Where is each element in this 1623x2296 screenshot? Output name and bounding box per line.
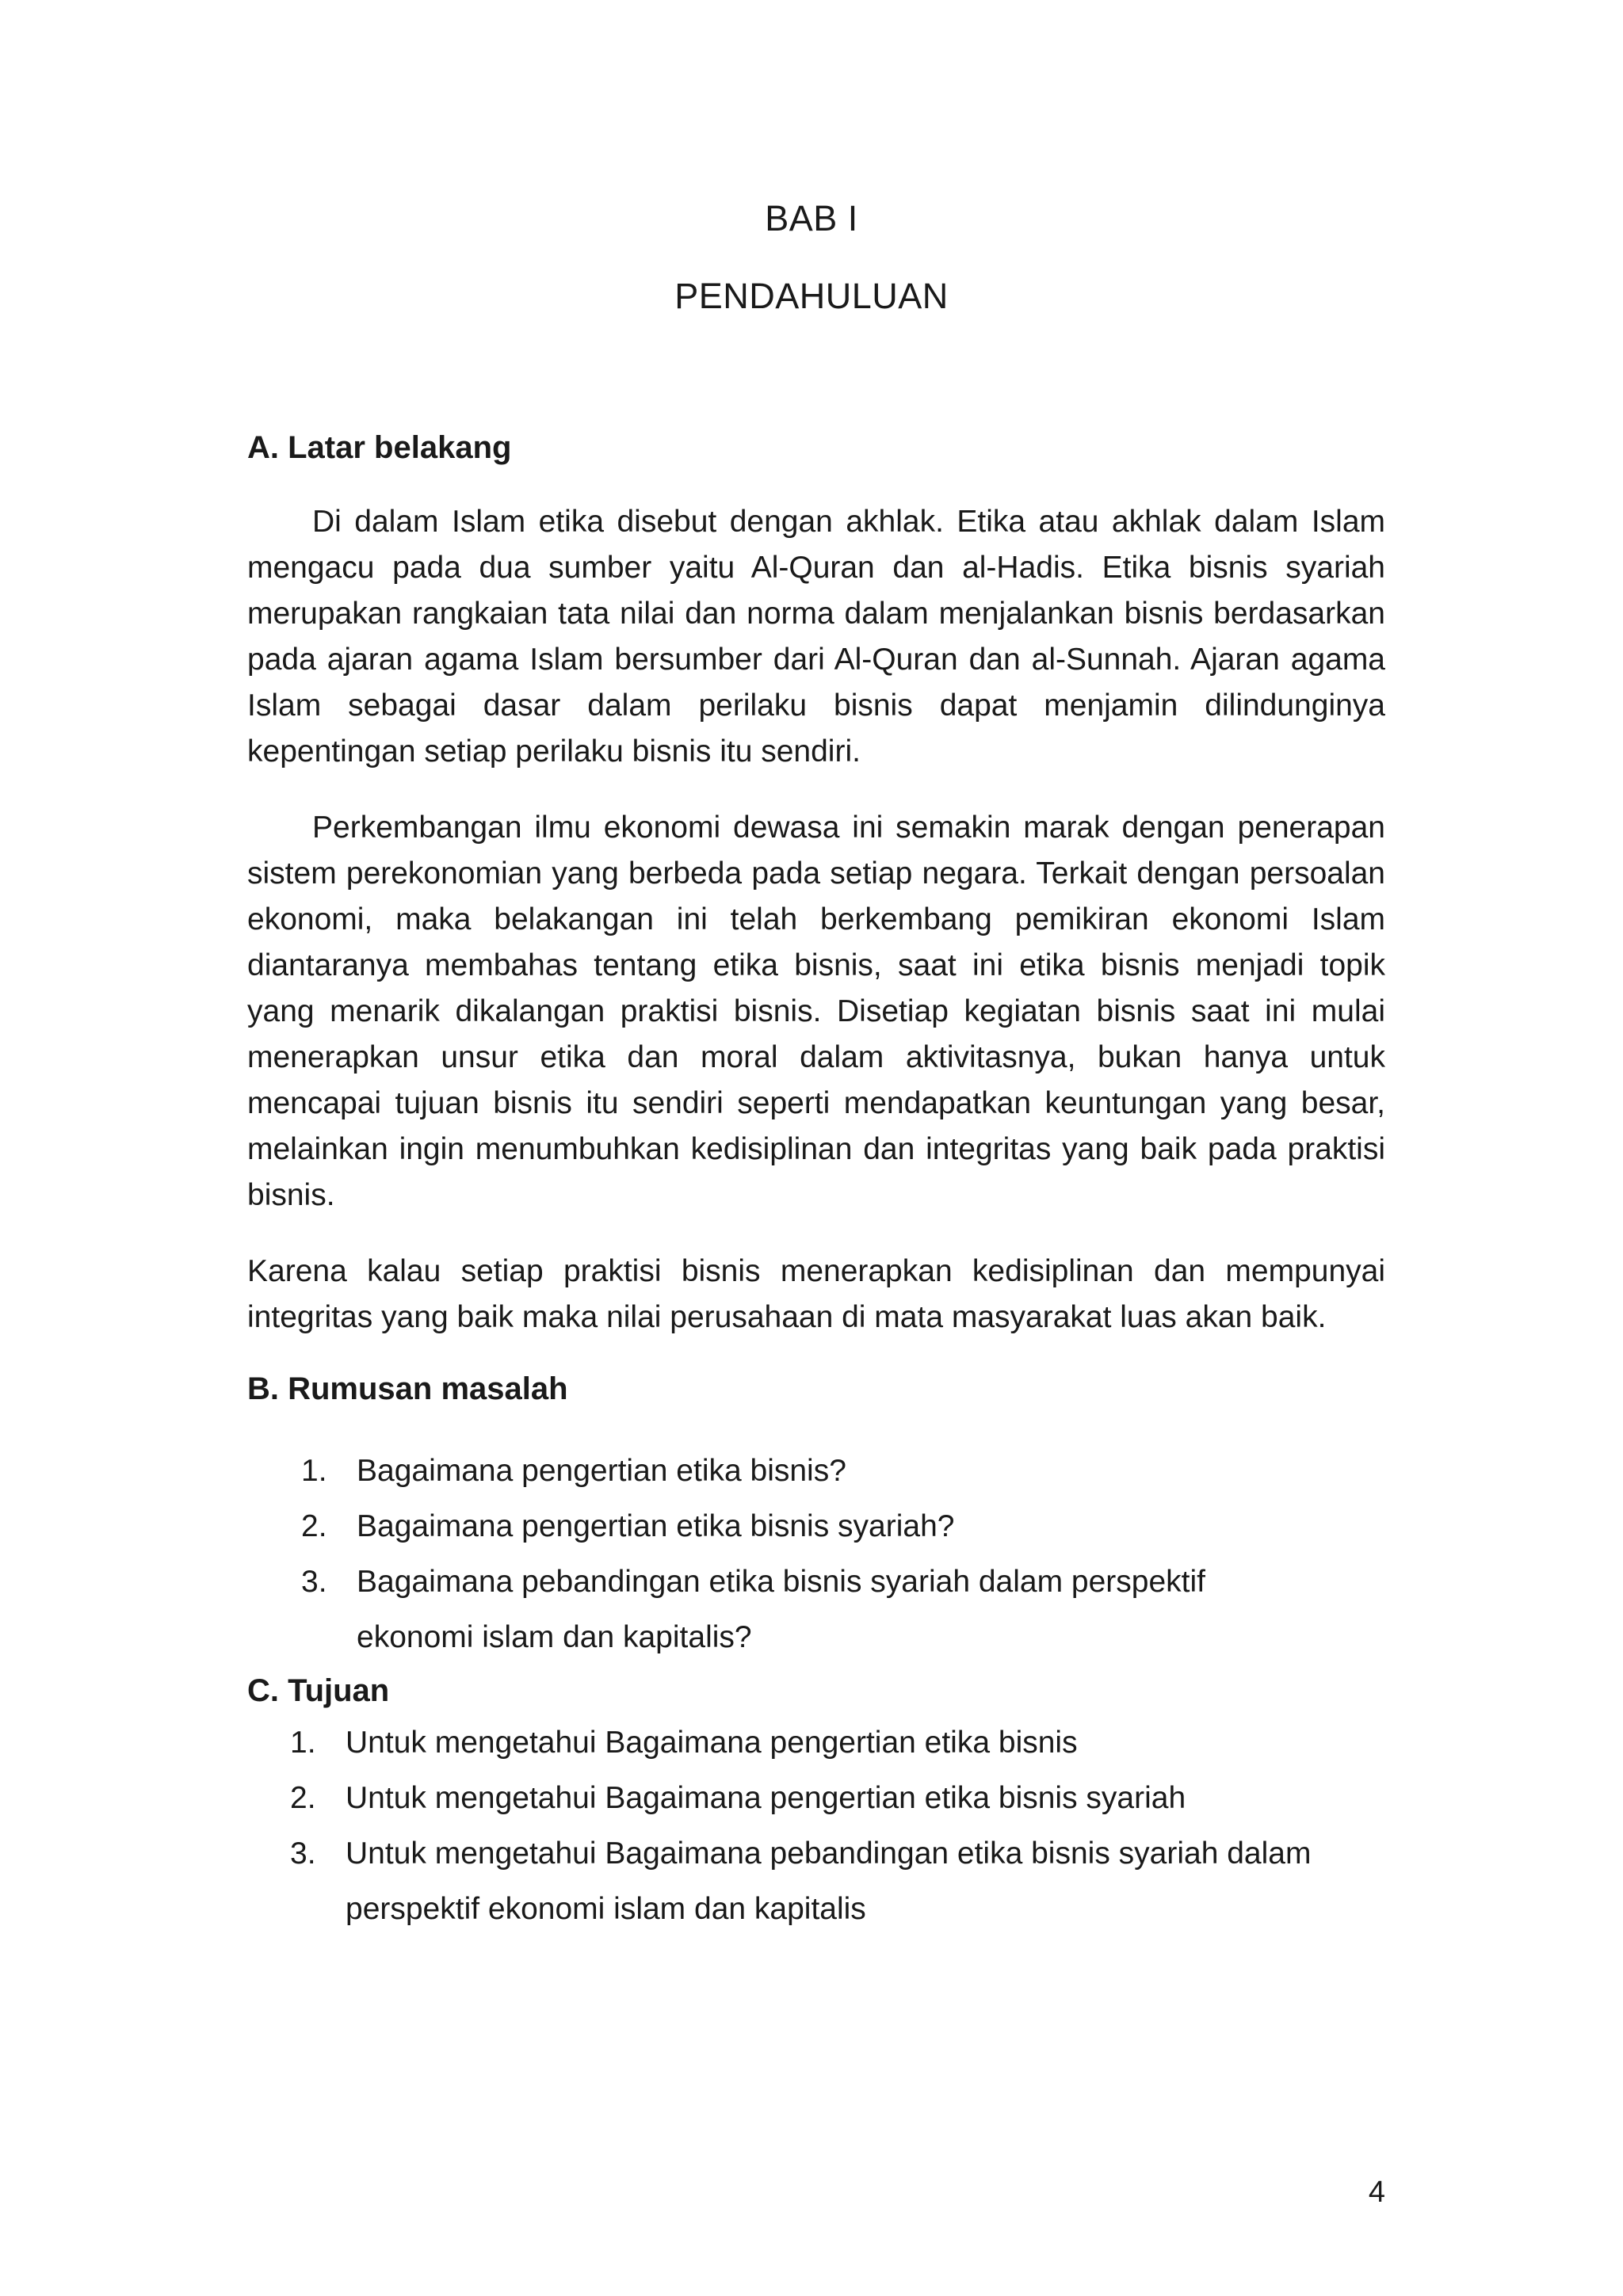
list-item (301, 1554, 1268, 1665)
rumusan-masalah-list (301, 1444, 1331, 1665)
list-item (290, 1771, 1400, 1826)
section-c-heading: C. Tujuan (247, 1673, 390, 1708)
list-item-text: Untuk mengetahui Bagaimana pengertian etika bisnis syariah (346, 1781, 1186, 1815)
list-item-text: Untuk mengetahui Bagaimana pebandingan etika bisnis syariah dalam perspektif ekonomi islam dan kapitalis (346, 1836, 1312, 1926)
chapter-label: BAB I (765, 198, 858, 238)
paragraph-latar-belakang-2: Perkembangan ilmu ekonomi dewasa ini semakin marak dengan penerapan sistem perekonomian yang berbeda pada setiap negara. Terkait dengan persoalan ekonomi, maka belakangan ini telah berkembang pemikiran ekonomi Islam diantaranya membahas tentang etika bisnis, saat ini etika bisnis menjadi topik yang menarik dikalangan praktisi bisnis. Disetiap kegiatan bisnis saat ini mulai menerapkan unsur etika dan moral dalam aktivitasnya, bukan hanya untuk mencapai tujuan bisnis itu sendiri seperti mendapatkan keuntungan yang besar, melainkan ingin menumbuhkan kedisiplinan dan integritas yang baik pada praktisi bisnis. (247, 810, 1385, 1212)
chapter-title: PENDAHULUAN (674, 276, 949, 316)
list-item-number: 2. (301, 1509, 327, 1543)
list-item-number: 2. (290, 1781, 316, 1815)
tujuan-list (290, 1715, 1400, 1937)
list-item-text: Bagaimana pebandingan etika bisnis syariah dalam perspektif ekonomi islam dan kapitalis? (357, 1565, 1205, 1654)
list-item-text: Untuk mengetahui Bagaimana pengertian etika bisnis (346, 1726, 1078, 1760)
list-item (290, 1715, 1400, 1771)
paragraph-latar-belakang-3: Karena kalau setiap praktisi bisnis menerapkan kedisiplinan dan mempunyai integritas yang baik maka nilai perusahaan di mata masyarakat luas akan baik. (247, 1254, 1385, 1334)
list-item-text: Bagaimana pengertian etika bisnis? (357, 1454, 846, 1488)
list-item-number: 3. (301, 1565, 327, 1599)
list-item (290, 1826, 1407, 1937)
section-b-heading: B. Rumusan masalah (247, 1371, 568, 1406)
list-item (301, 1499, 1331, 1554)
list-item-number: 1. (301, 1454, 327, 1488)
list-item-number: 1. (290, 1726, 316, 1760)
list-item-text: Bagaimana pengertian etika bisnis syariah? (357, 1509, 955, 1543)
paragraph-latar-belakang-1: Di dalam Islam etika disebut dengan akhlak. Etika atau akhlak dalam Islam mengacu pada dua sumber yaitu Al-Quran dan al-Hadis. Etika bisnis syariah merupakan rangkaian tata nilai dan norma dalam menjalankan bisnis berdasarkan pada ajaran agama Islam bersumber dari Al-Quran dan al-Sunnah. Ajaran agama Islam sebagai dasar dalam perilaku bisnis dapat menjamin dilindunginya kepentingan setiap perilaku bisnis itu sendiri. (247, 505, 1385, 769)
section-a-heading: A. Latar belakang (247, 430, 512, 465)
page-number: 4 (1368, 2176, 1385, 2209)
list-item-number: 3. (290, 1836, 316, 1871)
list-item (301, 1444, 1331, 1499)
